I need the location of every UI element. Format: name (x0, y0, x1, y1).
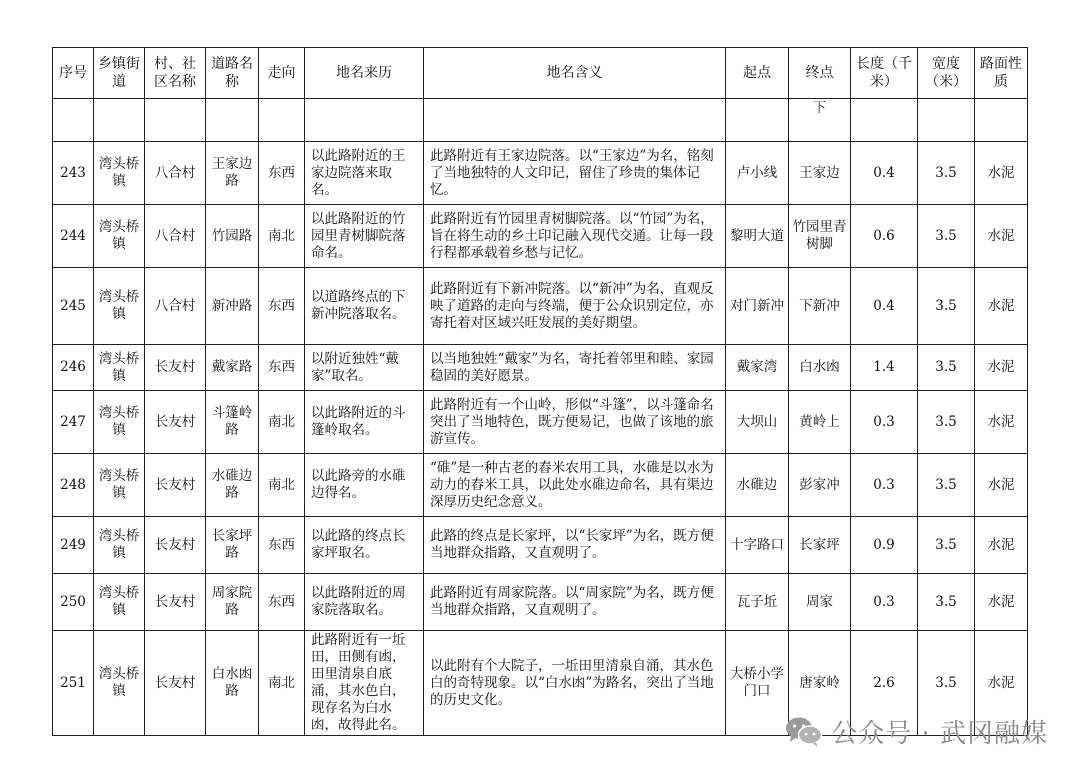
cell-surface: 水泥 (975, 391, 1028, 454)
cell-length: 0.4 (851, 268, 918, 345)
header-meaning: 地名含义 (424, 48, 726, 99)
cell-direction: 南北 (259, 391, 305, 454)
cell-village: 八合村 (145, 142, 206, 205)
table-row (53, 391, 1028, 454)
table-row (53, 345, 1028, 391)
table-cell (918, 99, 975, 142)
cell-meaning: 此路附近有竹园里青树脚院落。以“竹园”为名，旨在将生动的乡土印记融入现代交通。让每一段行程都承载着乡愁与记忆。 (424, 205, 726, 268)
table-cell (305, 99, 424, 142)
cell-origin: 以此路附近的竹园里青树脚院落命名。 (305, 205, 424, 268)
cell-direction: 东西 (259, 517, 305, 574)
cell-surface: 水泥 (975, 142, 1028, 205)
cell-origin: 以此路附近的周家院落取名。 (305, 574, 424, 631)
cell-start: 大坝山 (726, 391, 789, 454)
wechat-icon (785, 716, 823, 748)
cell-direction: 南北 (259, 454, 305, 517)
header-surface: 路面性质 (975, 48, 1028, 99)
cell-direction: 东西 (259, 268, 305, 345)
cell-town: 湾头桥镇 (94, 391, 145, 454)
cell-width: 3.5 (918, 454, 975, 517)
table-cell (726, 99, 789, 142)
table-cell (424, 99, 726, 142)
cell-width: 3.5 (918, 345, 975, 391)
cell-town: 湾头桥镇 (94, 345, 145, 391)
continuation-end: 下 (789, 99, 851, 142)
table-row (53, 574, 1028, 631)
cell-length: 0.4 (851, 142, 918, 205)
cell-village: 长友村 (145, 345, 206, 391)
cell-start: 卢小线 (726, 142, 789, 205)
cell-width: 3.5 (918, 517, 975, 574)
cell-length: 0.3 (851, 454, 918, 517)
cell-meaning: 以当地独姓“戴家”为名，寄托着邻里和睦、家园稳固的美好愿景。 (424, 345, 726, 391)
cell-town: 湾头桥镇 (94, 631, 145, 736)
cell-town: 湾头桥镇 (94, 517, 145, 574)
cell-village: 长友村 (145, 517, 206, 574)
cell-origin: 以附近独姓“戴家”取名。 (305, 345, 424, 391)
cell-road: 斗篷岭路 (206, 391, 259, 454)
header-end: 终点 (789, 48, 851, 99)
cell-no: 246 (53, 345, 94, 391)
cell-direction: 东西 (259, 142, 305, 205)
cell-origin: 以道路终点的下新冲院落取名。 (305, 268, 424, 345)
header-road: 道路名称 (206, 48, 259, 99)
cell-origin: 以此路附近的王家边院落来取名。 (305, 142, 424, 205)
cell-surface: 水泥 (975, 631, 1028, 736)
cell-start: 黎明大道 (726, 205, 789, 268)
cell-start: 瓦子坵 (726, 574, 789, 631)
cell-end: 黄岭上 (789, 391, 851, 454)
cell-surface: 水泥 (975, 454, 1028, 517)
header-row (53, 48, 1028, 99)
table-row (53, 517, 1028, 574)
cell-origin: 以此路的终点长家坪取名。 (305, 517, 424, 574)
cell-road: 新冲路 (206, 268, 259, 345)
cell-village: 长友村 (145, 574, 206, 631)
table-row (53, 205, 1028, 268)
cell-road: 水碓边路 (206, 454, 259, 517)
cell-village: 长友村 (145, 391, 206, 454)
cell-width: 3.5 (918, 268, 975, 345)
cell-start: 对门新冲 (726, 268, 789, 345)
cell-surface: 水泥 (975, 517, 1028, 574)
cell-road: 周家院路 (206, 574, 259, 631)
cell-road: 竹园路 (206, 205, 259, 268)
cell-length: 0.6 (851, 205, 918, 268)
header-direction: 走向 (259, 48, 305, 99)
cell-end: 竹园里青树脚 (789, 205, 851, 268)
cell-no: 250 (53, 574, 94, 631)
table-cell (94, 99, 145, 142)
cell-road: 王家边路 (206, 142, 259, 205)
cell-length: 0.3 (851, 574, 918, 631)
cell-end: 王家边 (789, 142, 851, 205)
cell-end: 唐家岭 (789, 631, 851, 736)
cell-meaning: 此路的终点是长家坪，以“长家坪”为名，既方便当地群众指路，又直观明了。 (424, 517, 726, 574)
cell-direction: 南北 (259, 631, 305, 736)
table-row (53, 268, 1028, 345)
cell-town: 湾头桥镇 (94, 268, 145, 345)
cell-end: 白水凼 (789, 345, 851, 391)
cell-end: 下新冲 (789, 268, 851, 345)
header-length: 长度（千米） (851, 48, 918, 99)
cell-width: 3.5 (918, 631, 975, 736)
table-row (53, 142, 1028, 205)
cell-no: 248 (53, 454, 94, 517)
cell-width: 3.5 (918, 142, 975, 205)
header-origin: 地名来历 (305, 48, 424, 99)
cell-origin: 此路附近有一坵田，田侧有凼，田里清泉自底涌，其水色白，现存名为白水凼，故得此名。 (305, 631, 424, 736)
cell-surface: 水泥 (975, 345, 1028, 391)
cell-meaning: 此路附近有一个山岭，形似“斗篷”，以斗篷命名突出了当地特色，既方便易记，也做了该地的旅游宣传。 (424, 391, 726, 454)
cell-surface: 水泥 (975, 574, 1028, 631)
table-cell (975, 99, 1028, 142)
road-names-table (52, 47, 1028, 736)
cell-width: 3.5 (918, 205, 975, 268)
header-start: 起点 (726, 48, 789, 99)
cell-end: 长家坪 (789, 517, 851, 574)
cell-direction: 东西 (259, 574, 305, 631)
cell-width: 3.5 (918, 391, 975, 454)
cell-length: 0.3 (851, 391, 918, 454)
watermark-text: 公众号 · 武冈融媒 (831, 719, 1048, 749)
cell-town: 湾头桥镇 (94, 454, 145, 517)
cell-no: 243 (53, 142, 94, 205)
header-width: 宽度（米） (918, 48, 975, 99)
continuation-row (53, 99, 1028, 142)
cell-meaning: 此路附近有下新冲院落。以“新冲”为名，直观反映了道路的走向与终端，便于公众识别定位，亦寄托着对区域兴旺发展的美好期望。 (424, 268, 726, 345)
cell-direction: 南北 (259, 205, 305, 268)
cell-road: 白水凼路 (206, 631, 259, 736)
cell-length: 2.6 (851, 631, 918, 736)
watermark (785, 713, 1048, 750)
header-village: 村、社区名称 (145, 48, 206, 99)
cell-end: 彭家冲 (789, 454, 851, 517)
table-row (53, 454, 1028, 517)
cell-start: 戴家湾 (726, 345, 789, 391)
cell-meaning: 此路附近有王家边院落。以“王家边”为名，铭刻了当地独特的人文印记，留住了珍贵的集体记忆。 (424, 142, 726, 205)
cell-meaning: 以此附有个大院子，一坵田里清泉自涌，其水色白的奇特现象。以“白水凼”为路名，突出了当地的历史文化。 (424, 631, 726, 736)
cell-end: 周家 (789, 574, 851, 631)
cell-no: 247 (53, 391, 94, 454)
table-cell (259, 99, 305, 142)
cell-town: 湾头桥镇 (94, 574, 145, 631)
cell-surface: 水泥 (975, 268, 1028, 345)
cell-no: 249 (53, 517, 94, 574)
cell-town: 湾头桥镇 (94, 205, 145, 268)
cell-start: 十字路口 (726, 517, 789, 574)
cell-surface: 水泥 (975, 205, 1028, 268)
cell-no: 244 (53, 205, 94, 268)
cell-meaning: “碓”是一种古老的舂米农用工具，水碓是以水为动力的舂米工具，以此处水碓边命名，具有渠边深厚历史纪念意义。 (424, 454, 726, 517)
cell-start: 水碓边 (726, 454, 789, 517)
cell-direction: 东西 (259, 345, 305, 391)
cell-width: 3.5 (918, 574, 975, 631)
cell-road: 长家坪路 (206, 517, 259, 574)
cell-village: 八合村 (145, 268, 206, 345)
cell-length: 0.9 (851, 517, 918, 574)
cell-no: 245 (53, 268, 94, 345)
table-cell (53, 99, 94, 142)
table-cell (145, 99, 206, 142)
cell-meaning: 此路附近有周家院落。以“周家院”为名，既方便当地群众指路，又直观明了。 (424, 574, 726, 631)
cell-start: 大桥小学门口 (726, 631, 789, 736)
cell-length: 1.4 (851, 345, 918, 391)
cell-origin: 以此路旁的水碓边得名。 (305, 454, 424, 517)
cell-origin: 以此路附近的斗篷岭取名。 (305, 391, 424, 454)
cell-road: 戴家路 (206, 345, 259, 391)
cell-town: 湾头桥镇 (94, 142, 145, 205)
cell-no: 251 (53, 631, 94, 736)
table-cell (851, 99, 918, 142)
cell-village: 长友村 (145, 454, 206, 517)
table-cell (206, 99, 259, 142)
cell-village: 长友村 (145, 631, 206, 736)
header-no: 序号 (53, 48, 94, 99)
header-town: 乡镇街道 (94, 48, 145, 99)
cell-village: 八合村 (145, 205, 206, 268)
